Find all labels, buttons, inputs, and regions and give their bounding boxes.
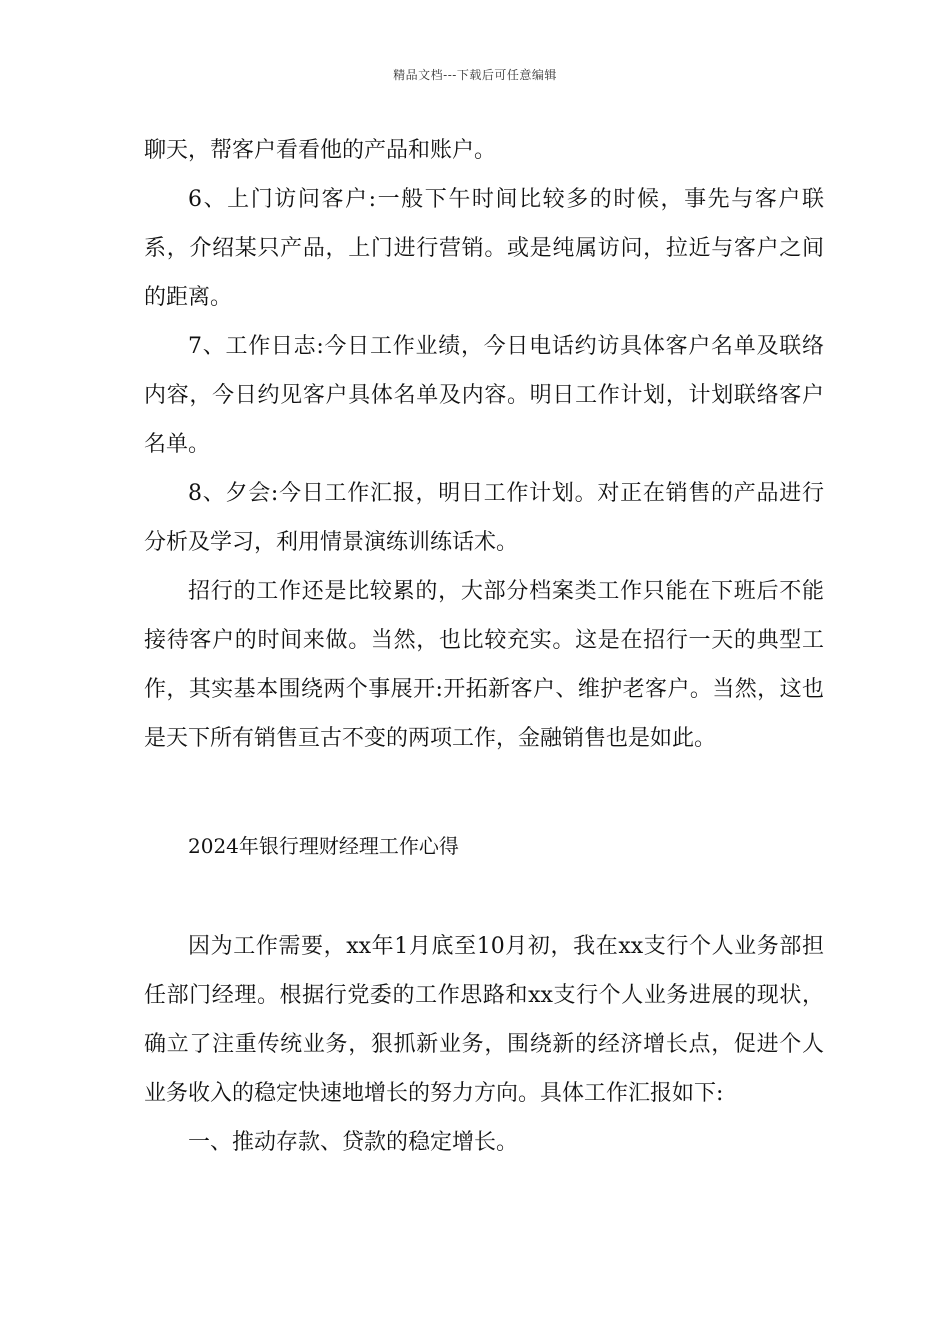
paragraph-point-1: 一、推动存款、贷款的稳定增长。 <box>188 1130 519 1155</box>
paragraph-item-8: 8、夕会:今日工作汇报，明日工作计划。对正在销售的产品进行分析及学习，利用情景演练训练话术。 <box>144 481 824 555</box>
section-2-title: 2024年银行理财经理工作心得 <box>188 834 459 858</box>
section-1-body <box>144 126 824 763</box>
paragraph-item-7: 7、工作日志:今日工作业绩，今日电话约访具体客户名单及联络内容，今日约见客户具体名单及内容。明日工作计划，计划联络客户名单。 <box>144 334 824 457</box>
paragraph-intro: 因为工作需要，xx年1月底至10月初，我在xx支行个人业务部担任部门经理。根据行党委的工作思路和xx支行个人业务进展的现状，确立了注重传统业务，狠抓新业务，围绕新的经济增长点，促进个人业务收入的稳定快速地增长的努力方向。具体工作汇报如下: <box>144 934 824 1106</box>
page-header: 精品文档---下载后可任意编辑 <box>393 68 557 82</box>
section-2-body <box>144 922 824 1167</box>
paragraph-summary: 招行的工作还是比较累的，大部分档案类工作只能在下班后不能接待客户的时间来做。当然，也比较充实。这是在招行一天的典型工作，其实基本围绕两个事展开:开拓新客户、维护老客户。当然，这也是天下所有销售亘古不变的两项工作，金融销售也是如此。 <box>144 579 824 751</box>
paragraph-item-6: 6、上门访问客户:一般下午时间比较多的时候，事先与客户联系，介绍某只产品，上门进行营销。或是纯属访问，拉近与客户之间的距离。 <box>144 187 824 310</box>
paragraph-continuation: 聊天，帮客户看看他的产品和账户。 <box>144 138 497 163</box>
